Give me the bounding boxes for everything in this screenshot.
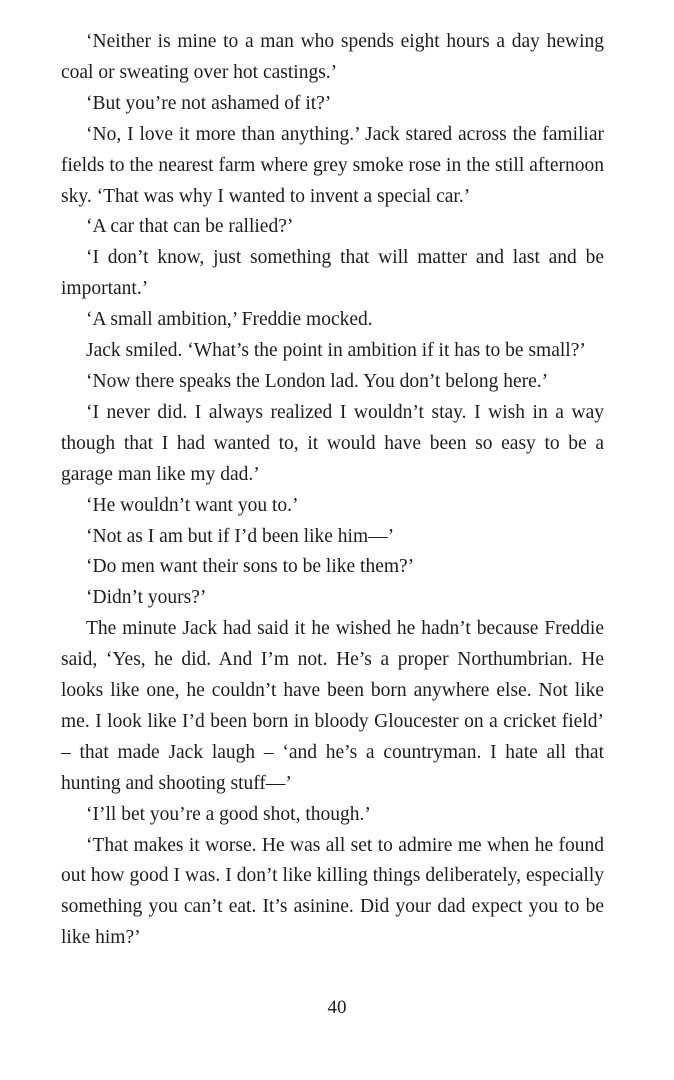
paragraph-10: ‘He wouldn’t want you to.’ <box>86 494 299 516</box>
paragraph-4: ‘A car that can be rallied?’ <box>86 216 294 238</box>
paragraph-3: ‘No, I love it more than anything.’ Jack stared across the familiar fields to the nearest farm where grey smoke rose in the still afternoon sky. ‘That was why I wanted to invent a special car.’ <box>61 123 604 207</box>
paragraph-1: ‘Neither is mine to a man who spends eight hours a day hewing coal or sweating over hot castings.’ <box>61 31 604 83</box>
paragraph-14: The minute Jack had said it he wished he hadn’t because Freddie said, ‘Yes, he did. And I’m not. He’s a proper Northumbrian. He looks like one, he couldn’t have been born anywhere else. Not like me. I look like I’d been born in bloody Gloucester on a cricket field’ – that made Jack laugh – ‘and he’s a countryman. I hate all that hunting and shooting stuff—’ <box>61 618 604 794</box>
paragraph-7: Jack smiled. ‘What’s the point in ambition if it has to be small?’ <box>86 340 586 362</box>
paragraph-12: ‘Do men want their sons to be like them?’ <box>86 556 415 578</box>
paragraph-2: ‘But you’re not ashamed of it?’ <box>86 92 332 114</box>
paragraph-6: ‘A small ambition,’ Freddie mocked. <box>86 309 373 331</box>
paragraph-8: ‘Now there speaks the London lad. You don’t belong here.’ <box>86 370 549 392</box>
page-number: 40 <box>327 997 347 1018</box>
paragraph-16: ‘That makes it worse. He was all set to admire me when he found out how good I was. I don’t like killing things deliberately, especially something you can’t eat. It’s asinine. Did your dad expect you to be like him?’ <box>61 834 604 949</box>
paragraph-15: ‘I’ll bet you’re a good shot, though.’ <box>86 803 371 825</box>
paragraph-9: ‘I never did. I always realized I wouldn’t stay. I wish in a way though that I had wanted to, it would have been so easy to be a garage man like my dad.’ <box>61 401 604 485</box>
body-text <box>61 27 604 954</box>
paragraph-13: ‘Didn’t yours?’ <box>86 587 207 609</box>
paragraph-11: ‘Not as I am but if I’d been like him—’ <box>86 525 395 547</box>
paragraph-5: ‘I don’t know, just something that will matter and last and be important.’ <box>61 247 604 300</box>
